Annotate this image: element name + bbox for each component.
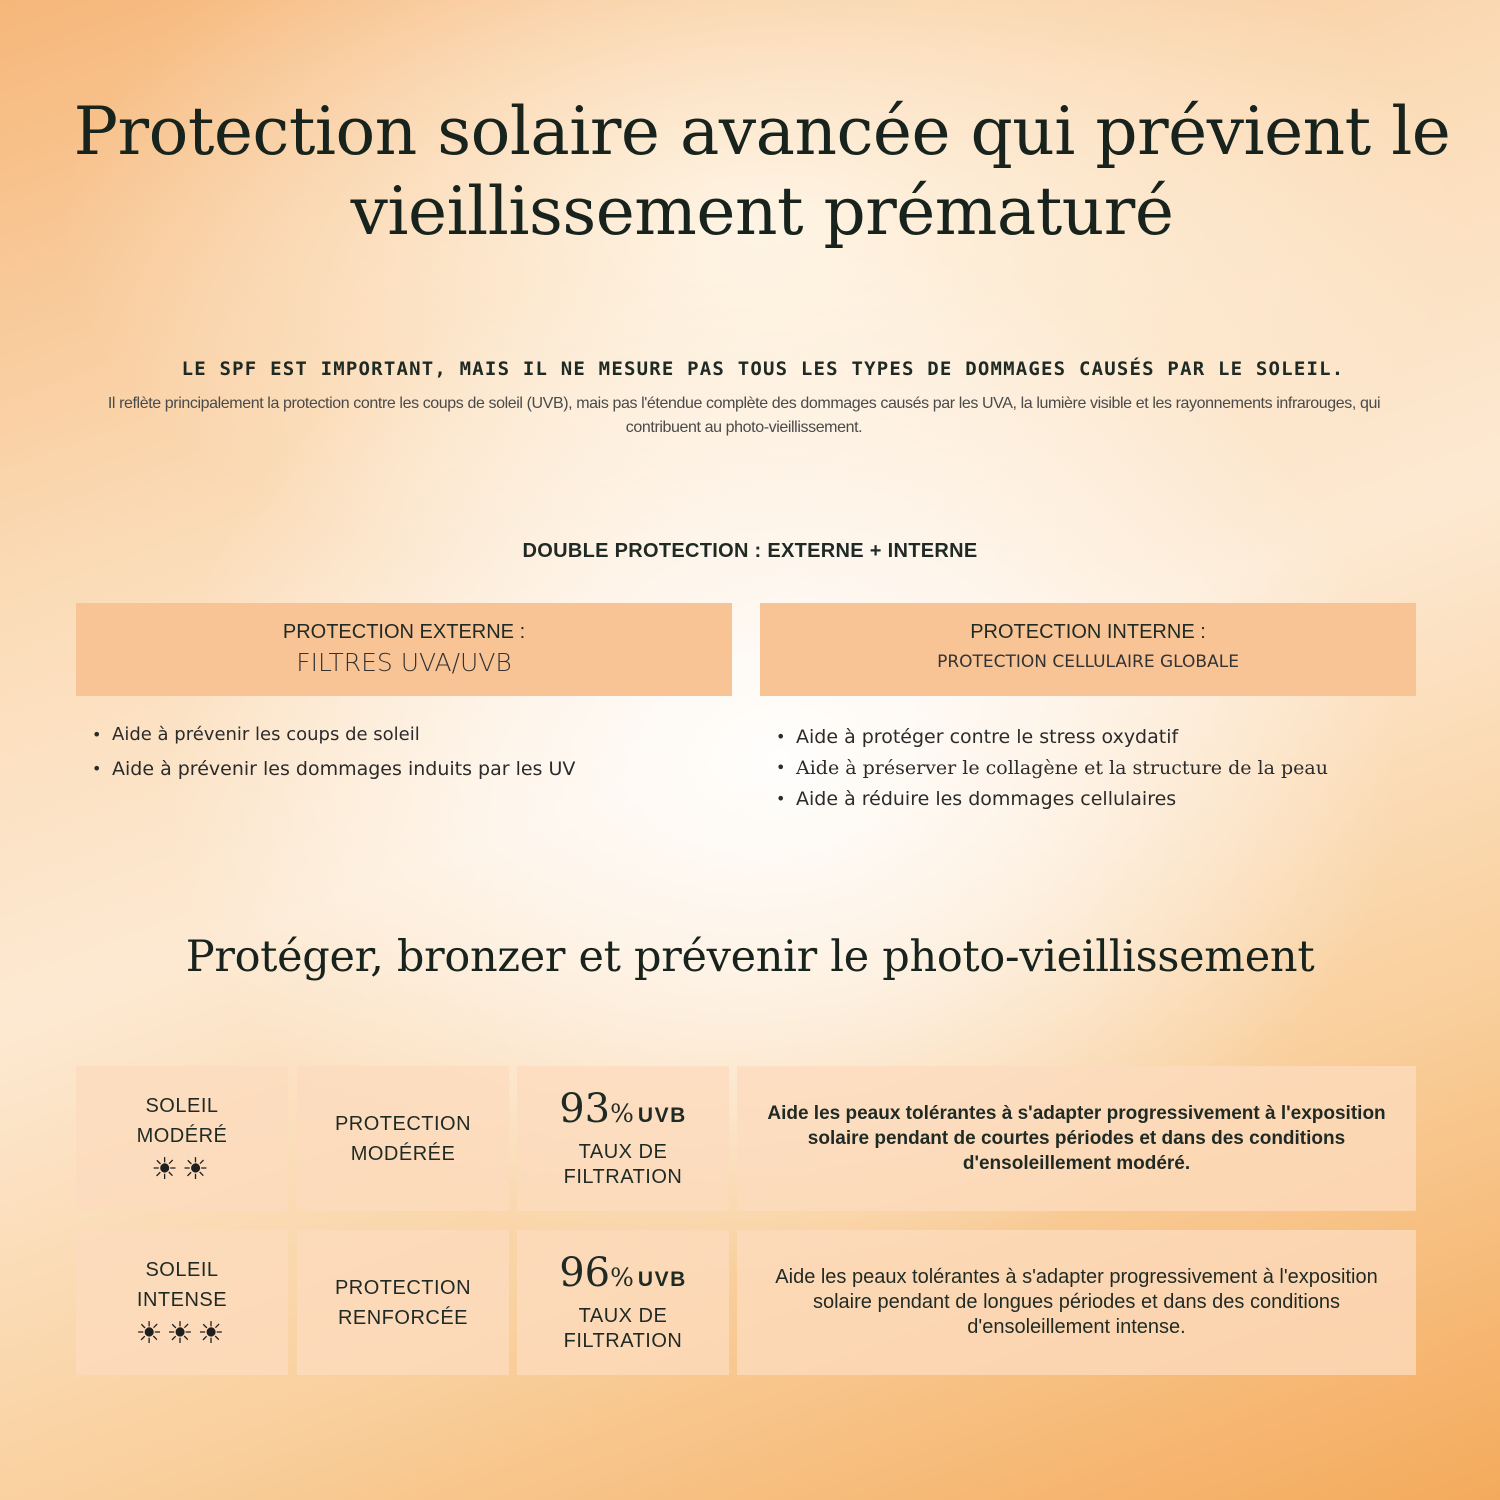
rate-label-line2: FILTRATION: [563, 1166, 683, 1188]
sun-level-cell: [76, 1230, 288, 1375]
description-cell: [737, 1230, 1416, 1375]
page-title: Protection solaire avancée qui prévient le vieillissement prématuré: [73, 93, 1451, 250]
double-protection-heading: DOUBLE PROTECTION : EXTERNE + INTERNE: [522, 540, 978, 562]
internal-protection-title: PROTECTION INTERNE :: [970, 621, 1206, 643]
list-item: • Aide à réduire les dommages cellulaires: [774, 786, 1328, 817]
protection-label: PROTECTION: [334, 1112, 472, 1135]
protection-level-cell: [297, 1066, 509, 1211]
internal-protection-header: [760, 603, 1416, 696]
list-item: • Aide à prévenir les dommages induits par les UV: [90, 756, 575, 790]
rate-label-line1: TAUX DE: [578, 1305, 668, 1327]
internal-protection-subtitle: PROTECTION CELLULAIRE GLOBALE: [937, 652, 1239, 672]
sun-icon: ☀☀☀: [135, 1316, 229, 1350]
row-description: Aide les peaux tolérantes à s'adapter progressivement à l'exposition solaire pendant de longues périodes et dans des conditions d'ensoleillement intense.: [775, 1266, 1378, 1338]
uvb-label: UVB: [637, 1268, 687, 1291]
rate-label-line1: TAUX DE: [578, 1141, 668, 1163]
sun-level-value: INTENSE: [136, 1288, 228, 1311]
percent-sign: %: [610, 1099, 634, 1128]
percentage-number: 93: [559, 1086, 611, 1132]
sun-level-value: MODÉRÉ: [136, 1124, 228, 1147]
external-protection-header: [76, 603, 732, 696]
external-benefits-list: [90, 722, 575, 790]
percentage-number: 96: [559, 1250, 611, 1296]
filtration-rate-cell: [517, 1230, 729, 1375]
description-cell: [737, 1066, 1416, 1211]
list-item: • Aide à prévenir les coups de soleil: [90, 722, 575, 756]
internal-benefits-list: [774, 724, 1328, 817]
external-protection-subtitle: FILTRES UVA/UVB: [296, 648, 512, 677]
section-title: Protéger, bronzer et prévenir le photo-vieillissement: [185, 932, 1315, 982]
sun-icon: ☀☀: [151, 1152, 213, 1186]
spf-description: Il reflète principalement la protection contre les coups de soleil (UVB), mais pas l'étendue complète des dommages causés par les UVA, la lumière visible et les rayonnements infrarouges, qui contribuent au photo-vieillissement.: [107, 395, 1381, 436]
external-protection-title: PROTECTION EXTERNE :: [282, 621, 526, 643]
protection-value: MODÉRÉE: [350, 1142, 456, 1165]
rate-label-line2: FILTRATION: [563, 1330, 683, 1352]
filtration-percentage: [559, 1087, 687, 1140]
sun-level-label: SOLEIL: [145, 1258, 219, 1281]
filtration-rate-cell: [517, 1066, 729, 1211]
spf-heading: LE SPF EST IMPORTANT, MAIS IL NE MESURE PAS TOUS LES TYPES DE DOMMAGES CAUSÉS PAR LE SOLEIL.: [181, 358, 1345, 380]
list-item: • Aide à protéger contre le stress oxydatif: [774, 724, 1328, 755]
sun-level-label: SOLEIL: [145, 1094, 219, 1117]
uvb-label: UVB: [637, 1104, 687, 1127]
filtration-percentage: [559, 1251, 687, 1304]
sun-level-cell: [76, 1066, 288, 1211]
row-description: Aide les peaux tolérantes à s'adapter progressivement à l'exposition solaire pendant de courtes périodes et dans des conditions d'ensoleillement modéré.: [767, 1103, 1386, 1174]
protection-value: RENFORCÉE: [337, 1306, 469, 1329]
protection-level-cell: [297, 1230, 509, 1375]
percent-sign: %: [610, 1263, 634, 1292]
list-item: • Aide à préserver le collagène et la structure de la peau: [774, 755, 1328, 786]
protection-label: PROTECTION: [334, 1276, 472, 1299]
